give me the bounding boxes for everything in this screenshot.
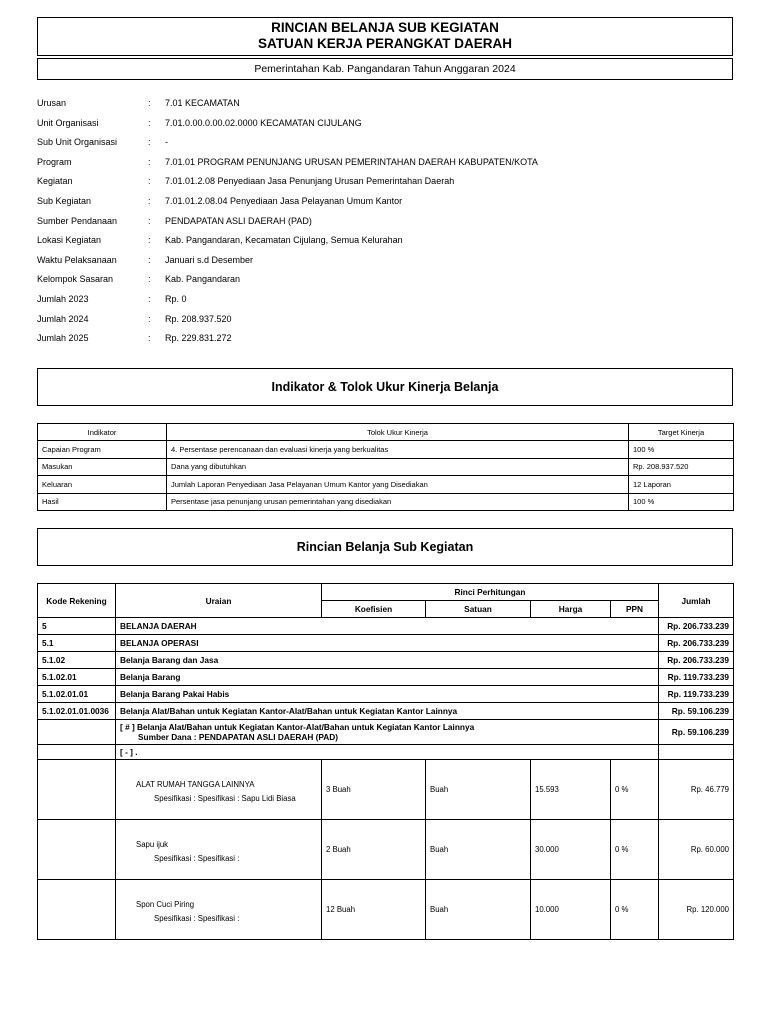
- meta-colon: :: [148, 254, 151, 265]
- group-jumlah: Rp. 59.106.239: [659, 720, 734, 745]
- indikator-table: [37, 423, 734, 511]
- meta-value: Kab. Pangandaran: [165, 274, 241, 285]
- rincian-header-row: [38, 584, 734, 601]
- item-koefisien: 3 Buah: [322, 760, 426, 820]
- meta-colon: :: [148, 274, 151, 285]
- indikator-header: Indikator: [38, 424, 167, 441]
- meta-key: Lokasi Kegiatan: [37, 235, 102, 246]
- indikator-cell: Keluaran: [38, 476, 167, 494]
- item-uraian: [116, 760, 322, 820]
- item-jumlah: Rp. 60.000: [659, 820, 734, 880]
- item-satuan: Buah: [426, 760, 531, 820]
- meta-row: [37, 153, 737, 173]
- account-row: [38, 618, 734, 635]
- subgroup-code-cell: [38, 745, 116, 760]
- item-code-cell: [38, 760, 116, 820]
- item-harga: 10.000: [531, 880, 611, 940]
- tolok-ukur-cell: Jumlah Laporan Penyediaan Jasa Pelayanan Umum Kantor yang Disediakan: [167, 476, 629, 494]
- rincian-section-title-box: [37, 528, 733, 566]
- indikator-row: [38, 458, 734, 476]
- indikator-section-title-box: [37, 368, 733, 406]
- meta-row: [37, 192, 737, 212]
- meta-colon: :: [148, 156, 151, 167]
- document-title: RINCIAN BELANJA SUB KEGIATAN: [271, 20, 499, 35]
- meta-row: [37, 251, 737, 271]
- meta-value: 7.01.01.2.08 Penyediaan Jasa Penunjang Urusan Pemerintahan Daerah: [165, 176, 455, 187]
- meta-key: Sub Kegiatan: [37, 195, 92, 206]
- indikator-row: [38, 441, 734, 459]
- meta-row: [37, 329, 737, 349]
- meta-colon: :: [148, 195, 151, 206]
- account-code: 5.1.02: [38, 652, 116, 669]
- meta-key: Kegiatan: [37, 176, 73, 187]
- indikator-cell: Capaian Program: [38, 441, 167, 459]
- meta-value: Januari s.d Desember: [165, 254, 254, 265]
- meta-row: [37, 231, 737, 251]
- meta-value: 7.01 KECAMATAN: [165, 98, 240, 108]
- ppn-header: PPN: [611, 601, 659, 618]
- item-spec: Spesifikasi : Spesifikasi : Sapu Lidi Biasa: [154, 794, 296, 803]
- account-uraian: Belanja Barang: [116, 669, 659, 686]
- account-code: 5.1.02.01: [38, 669, 116, 686]
- item-code-cell: [38, 880, 116, 940]
- item-name: ALAT RUMAH TANGGA LAINNYA: [136, 780, 255, 789]
- account-row: [38, 686, 734, 703]
- account-row: [38, 635, 734, 652]
- target-cell: Rp. 208.937.520: [629, 458, 734, 476]
- target-cell: 100 %: [629, 441, 734, 459]
- account-row: [38, 652, 734, 669]
- item-row: [38, 880, 734, 940]
- item-spec: Spesifikasi : Spesifikasi :: [154, 854, 240, 863]
- tolok-ukur-cell: 4. Persentase perencanaan dan evaluasi kinerja yang berkualitas: [167, 441, 629, 459]
- meta-key: Sumber Pendanaan: [37, 215, 118, 226]
- meta-colon: :: [148, 215, 151, 226]
- item-harga: 15.593: [531, 760, 611, 820]
- item-ppn: 0 %: [611, 880, 659, 940]
- meta-colon: :: [148, 313, 151, 324]
- kode-rekening-header: Kode Rekening: [38, 584, 116, 618]
- account-uraian: BELANJA OPERASI: [116, 635, 659, 652]
- target-kinerja-header: Target Kinerja: [629, 424, 734, 441]
- meta-info: [37, 94, 737, 349]
- item-spec: Spesifikasi : Spesifikasi :: [154, 914, 240, 923]
- item-uraian: [116, 820, 322, 880]
- item-name: Sapu ijuk: [136, 840, 169, 849]
- meta-value: -: [165, 137, 168, 148]
- tolok-ukur-cell: Dana yang dibutuhkan: [167, 458, 629, 476]
- account-jumlah: Rp. 119.733.239: [659, 686, 734, 703]
- meta-colon: :: [148, 293, 151, 304]
- account-uraian: Belanja Alat/Bahan untuk Kegiatan Kantor-Alat/Bahan untuk Kegiatan Kantor Lainnya: [116, 703, 659, 720]
- jumlah-header: Jumlah: [659, 584, 734, 618]
- item-row: [38, 760, 734, 820]
- rincian-table: [37, 583, 734, 940]
- meta-key: Urusan: [37, 98, 67, 108]
- item-uraian: [116, 880, 322, 940]
- meta-value: Rp. 229.831.272: [165, 333, 232, 344]
- meta-colon: :: [148, 176, 151, 187]
- item-jumlah: Rp. 46.779: [659, 760, 734, 820]
- group-row: [38, 720, 734, 745]
- meta-value: Kab. Pangandaran, Kecamatan Cijulang, Semua Kelurahan: [165, 235, 403, 246]
- subgroup-jumlah: [659, 745, 734, 760]
- meta-row: [37, 310, 737, 330]
- meta-row: [37, 133, 737, 153]
- account-jumlah: Rp. 206.733.239: [659, 652, 734, 669]
- meta-value: Rp. 208.937.520: [165, 313, 232, 324]
- account-uraian: Belanja Barang dan Jasa: [116, 652, 659, 669]
- meta-key: Kelompok Sasaran: [37, 274, 114, 285]
- item-satuan: Buah: [426, 820, 531, 880]
- meta-value: 7.01.0.00.0.00.02.0000 KECAMATAN CIJULANG: [165, 117, 362, 128]
- meta-value: Rp. 0: [165, 293, 187, 304]
- account-jumlah: Rp. 119.733.239: [659, 669, 734, 686]
- meta-row: [37, 290, 737, 310]
- group-code-cell: [38, 720, 116, 745]
- uraian-header: Uraian: [116, 584, 322, 618]
- document-title-box: [37, 17, 733, 56]
- tolok-ukur-cell: Persentase jasa penunjang urusan pemerintahan yang disediakan: [167, 493, 629, 511]
- meta-key: Sub Unit Organisasi: [37, 137, 118, 148]
- group-title: [ # ] Belanja Alat/Bahan untuk Kegiatan Kantor-Alat/Bahan untuk Kegiatan Kantor Lainnya: [120, 722, 475, 732]
- rinci-perhitungan-header: Rinci Perhitungan: [322, 584, 659, 601]
- account-code: 5: [38, 618, 116, 635]
- indikator-header-row: [38, 424, 734, 441]
- account-row: [38, 703, 734, 720]
- account-jumlah: Rp. 59.106.239: [659, 703, 734, 720]
- group-funding-source: Sumber Dana : PENDAPATAN ASLI DAERAH (PAD): [138, 732, 339, 742]
- meta-key: Program: [37, 156, 72, 167]
- item-jumlah: Rp. 120.000: [659, 880, 734, 940]
- meta-row: [37, 94, 737, 114]
- meta-row: [37, 270, 737, 290]
- meta-colon: :: [148, 235, 151, 246]
- meta-key: Jumlah 2025: [37, 333, 89, 344]
- account-uraian: BELANJA DAERAH: [116, 618, 659, 635]
- item-row: [38, 820, 734, 880]
- rincian-section-title: Rincian Belanja Sub Kegiatan: [296, 540, 474, 554]
- meta-value: PENDAPATAN ASLI DAERAH (PAD): [165, 215, 312, 226]
- indikator-row: [38, 493, 734, 511]
- account-jumlah: Rp. 206.733.239: [659, 618, 734, 635]
- target-cell: 12 Laporan: [629, 476, 734, 494]
- item-koefisien: 12 Buah: [322, 880, 426, 940]
- meta-key: Jumlah 2023: [37, 293, 89, 304]
- tolok-ukur-header: Tolok Ukur Kinerja: [167, 424, 629, 441]
- item-name: Spon Cuci Piring: [136, 900, 195, 909]
- indikator-cell: Hasil: [38, 493, 167, 511]
- meta-value: 7.01.01.2.08.04 Penyediaan Jasa Pelayanan Umum Kantor: [165, 195, 403, 206]
- meta-key: Waktu Pelaksanaan: [37, 254, 117, 265]
- meta-colon: :: [148, 98, 151, 108]
- koefisien-header: Koefisien: [322, 601, 426, 618]
- meta-row: [37, 212, 737, 232]
- item-ppn: 0 %: [611, 820, 659, 880]
- meta-key: Unit Organisasi: [37, 117, 99, 128]
- item-harga: 30.000: [531, 820, 611, 880]
- account-code: 5.1.02.01.01.0036: [38, 703, 116, 720]
- meta-row: [37, 114, 737, 134]
- harga-header: Harga: [531, 601, 611, 618]
- target-cell: 100 %: [629, 493, 734, 511]
- group-uraian: [116, 720, 659, 745]
- document-subtitle-title: SATUAN KERJA PERANGKAT DAERAH: [257, 36, 512, 51]
- meta-key: Jumlah 2024: [37, 313, 89, 324]
- meta-value: 7.01.01 PROGRAM PENUNJANG URUSAN PEMERINTAHAN DAERAH KABUPATEN/KOTA: [165, 156, 538, 167]
- account-code: 5.1: [38, 635, 116, 652]
- item-code-cell: [38, 820, 116, 880]
- account-uraian: Belanja Barang Pakai Habis: [116, 686, 659, 703]
- account-code: 5.1.02.01.01: [38, 686, 116, 703]
- subgroup-row: [38, 745, 734, 760]
- meta-colon: :: [148, 117, 151, 128]
- fiscal-year-text: Pemerintahan Kab. Pangandaran Tahun Anggaran 2024: [254, 63, 516, 75]
- account-row: [38, 669, 734, 686]
- meta-colon: :: [148, 333, 151, 344]
- meta-colon: :: [148, 137, 151, 148]
- indikator-row: [38, 476, 734, 494]
- fiscal-year-box: [37, 58, 733, 80]
- item-koefisien: 2 Buah: [322, 820, 426, 880]
- account-jumlah: Rp. 206.733.239: [659, 635, 734, 652]
- subgroup-label: [ - ] .: [116, 745, 659, 760]
- indikator-section-title: Indikator & Tolok Ukur Kinerja Belanja: [271, 380, 499, 394]
- item-satuan: Buah: [426, 880, 531, 940]
- item-ppn: 0 %: [611, 760, 659, 820]
- satuan-header: Satuan: [426, 601, 531, 618]
- indikator-cell: Masukan: [38, 458, 167, 476]
- meta-row: [37, 172, 737, 192]
